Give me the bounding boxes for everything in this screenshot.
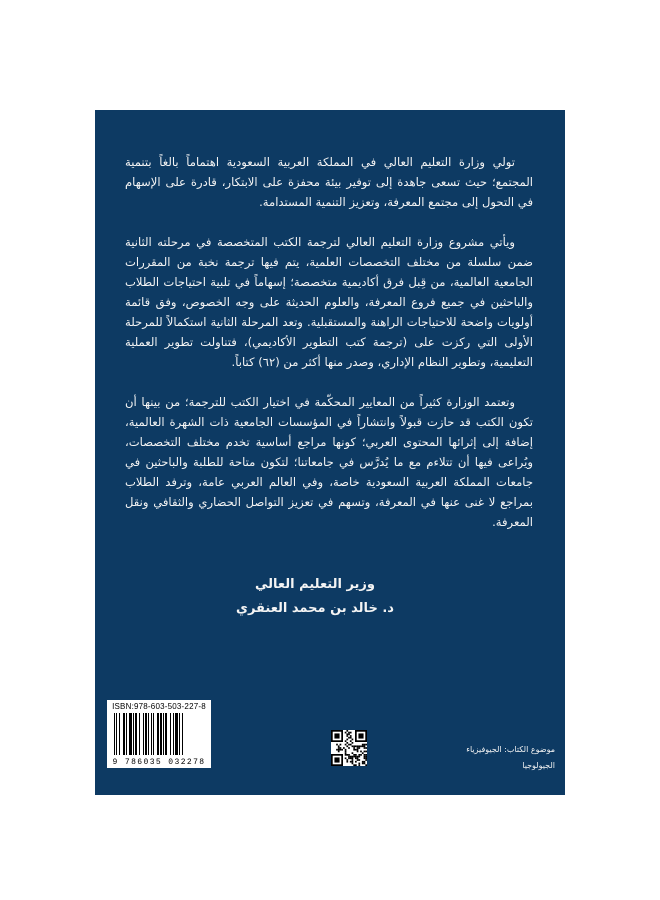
paragraph-criteria: وتعتمد الوزارة كثيراً من المعايير المحكّمة في اختيار الكتب للترجمة؛ من بينها أن تكون الكتب قد حازت قبولاً وانتشاراً في المؤسسات الجامعية ذات الشهرة العالمية، إضافة إلى إثرائها المحتوى العربي؛ كونها مراجع أساسية تخدم مختلف التخصصات، ويُراعى فيها أن تتلاءم مع ما يُدرَّس في جامعاتنا؛ لتكون متاحة للطلبة والباحثين في جامعات المملكة العربية السعودية خاصة، وفي العالم العربي عامة، وترفد الطلاب بمراجع لا غنى عنها في المعرفة، وتسهم في تعزيز التواصل الحضاري والثقافي ونقل المعرفة.	[125, 395, 533, 529]
cover-body-text	[125, 152, 533, 552]
back-cover	[95, 110, 565, 795]
subject-line-2: الجيولوجيا	[522, 761, 555, 770]
signature-block	[185, 573, 445, 621]
book-subject	[445, 742, 555, 774]
isbn-label: ISBN:978-603-503-227-8	[112, 702, 206, 711]
minister-title: وزير التعليم العالي	[255, 577, 375, 592]
ean-digits: 9 786035 032278	[112, 758, 206, 767]
qr-code-icon	[331, 730, 367, 766]
paragraph-project: ويأتي مشروع وزارة التعليم العالي لترجمة الكتب المتخصصة في مرحلته الثانية ضمن سلسلة من مختلف التخصصات العلمية، يتم فيها ترجمة نخبة من المقررات الجامعية العالمية، من قِبل فرق أكاديمية متخصصة؛ إسهاماً في تلبية احتياجات الطلاب والباحثين في جميع فروع المعرفة، والعلوم الحديثة على وجه الخصوص، وفق قائمة أولويات واضحة للاحتياجات الراهنة والمستقبلية. وتعد المرحلة الثانية استكمالاً للمرحلة الأولى التي ركزت على (ترجمة كتب التطوير الأكاديمي)، فتناولت تطوير العملية التعليمية، وتطوير النظام الإداري، وصدر منها أكثر من (٦٢) كتاباً.	[125, 235, 533, 369]
paragraph-intro: تولي وزارة التعليم العالي في المملكة العربية السعودية اهتماماً بالغاً بتنمية المجتمع؛ حيث تسعى جاهدة إلى توفير بيئة محفزة على الابتكار، قادرة على الإسهام في التحول إلى مجتمع المعرفة، وتعزيز التنمية المستدامة.	[125, 155, 533, 209]
barcode-bars	[114, 713, 204, 755]
subject-line-1: موضوع الكتاب: الجيوفيزياء	[466, 745, 555, 754]
minister-name: د. خالد بن محمد العنقري	[236, 601, 394, 616]
isbn-barcode	[107, 700, 211, 768]
